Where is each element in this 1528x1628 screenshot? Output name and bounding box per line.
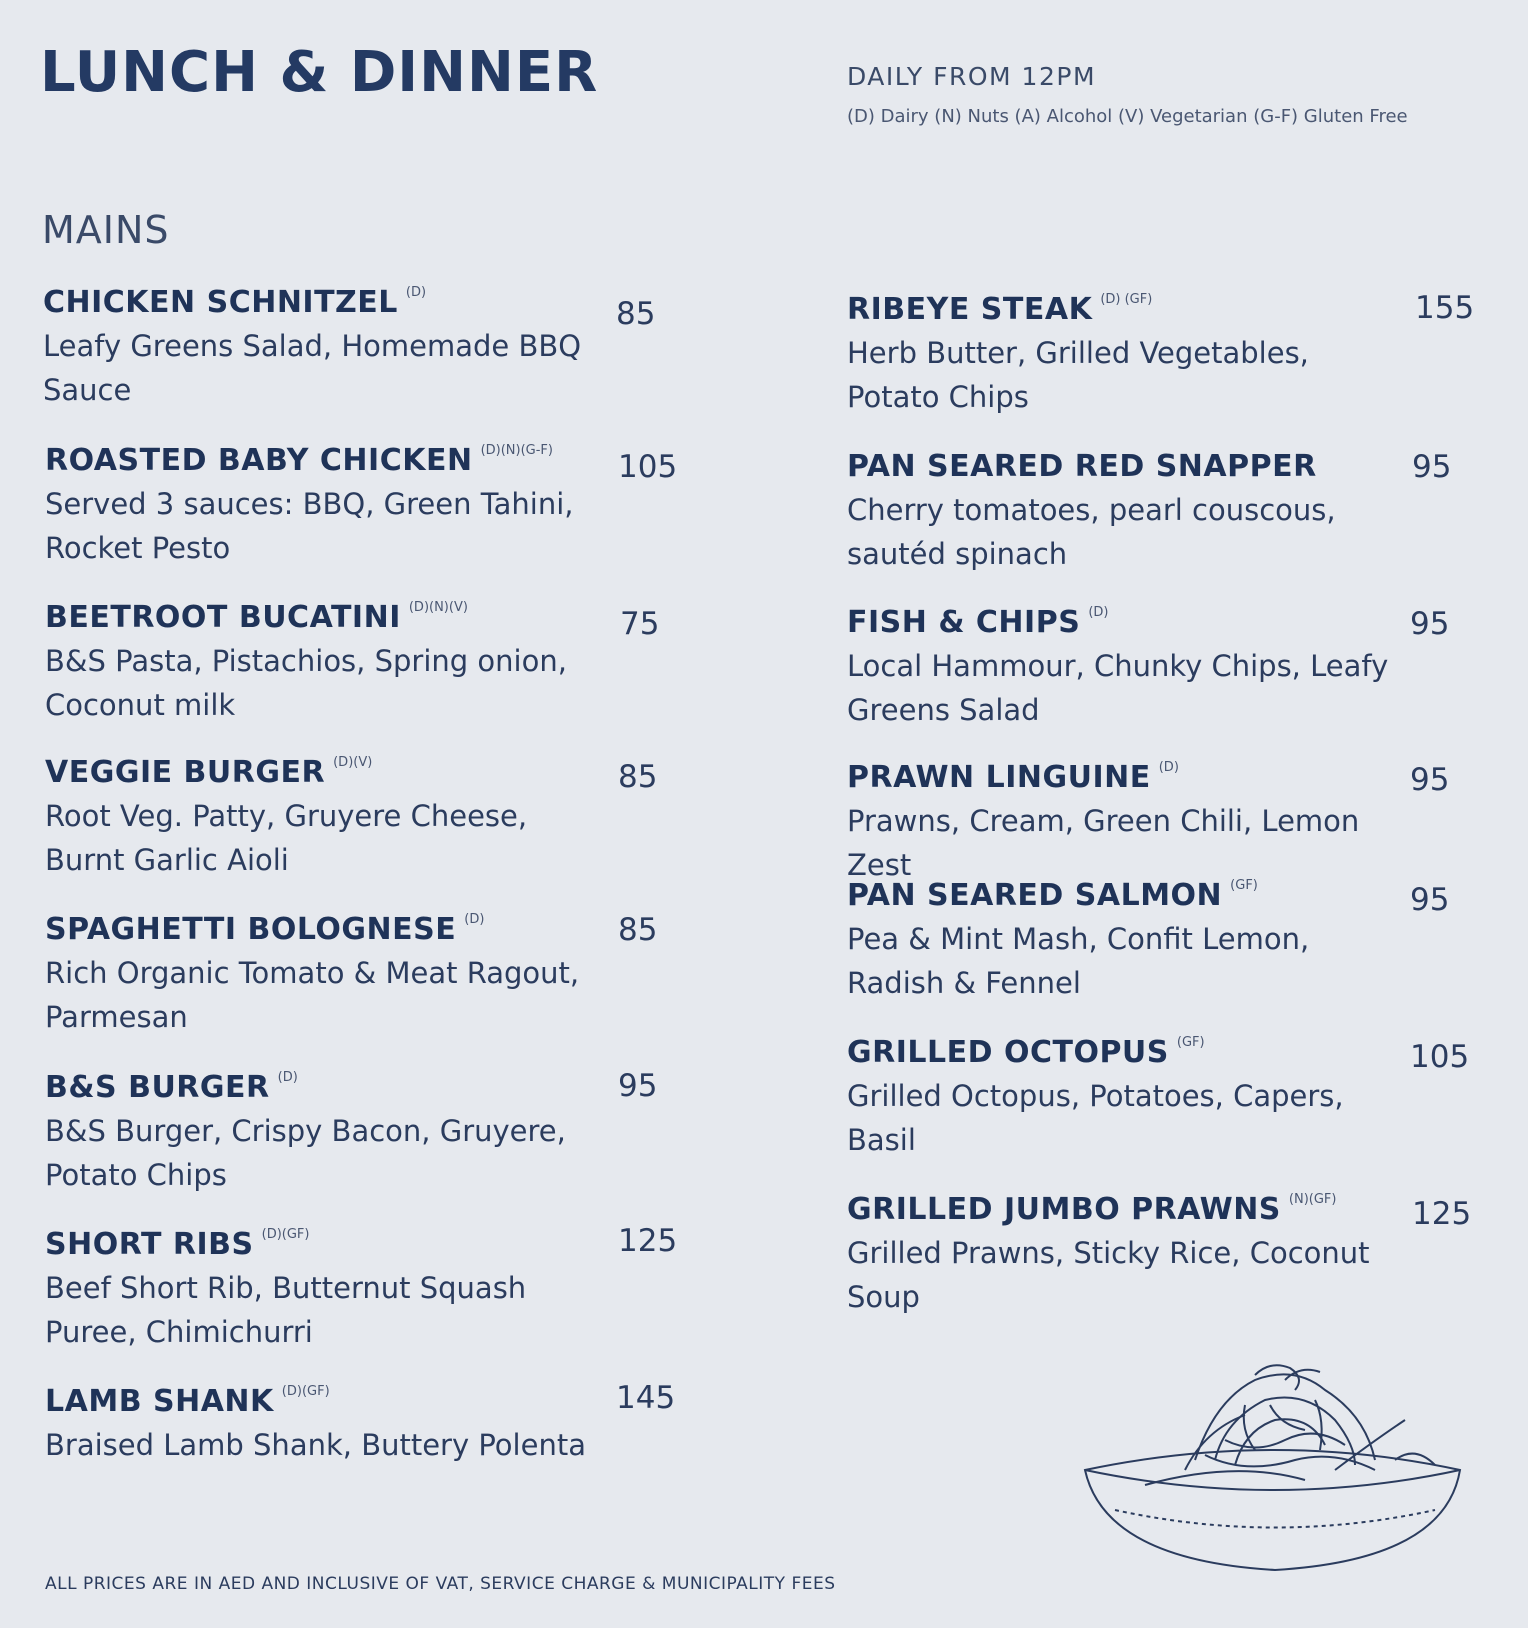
item-tags: (D) (GF): [1100, 292, 1153, 307]
menu-item: [847, 292, 1407, 419]
menu-item: [45, 600, 605, 727]
service-hours: DAILY FROM 12PM: [847, 62, 1097, 91]
menu-item: [847, 1035, 1407, 1162]
menu-item: [45, 912, 605, 1039]
item-price: 95: [618, 1068, 658, 1104]
item-description: B&S Burger, Crispy Bacon, Gruyere, Potato Chips: [45, 1114, 566, 1192]
item-name: GRILLED OCTOPUS: [847, 1035, 1169, 1070]
item-price: 85: [618, 759, 658, 795]
item-name: CHICKEN SCHNITZEL: [43, 285, 398, 320]
item-name: LAMB SHANK: [45, 1384, 274, 1419]
item-description: Served 3 sauces: BBQ, Green Tahini, Rocket Pesto: [45, 487, 574, 565]
item-price: 95: [1410, 606, 1450, 642]
item-price: 85: [618, 912, 658, 948]
section-title: MAINS: [42, 208, 170, 252]
menu-item: [45, 1227, 605, 1354]
item-name: B&S BURGER: [45, 1070, 270, 1105]
item-name: RIBEYE STEAK: [847, 292, 1093, 327]
item-description: Leafy Greens Salad, Homemade BBQ Sauce: [43, 329, 582, 407]
item-description: Rich Organic Tomato & Meat Ragout, Parmesan: [45, 956, 580, 1034]
menu-item: [847, 760, 1427, 887]
item-tags: (D)(N)(V): [408, 600, 468, 615]
item-description: Local Hammour, Chunky Chips, Leafy Greens Salad: [847, 649, 1389, 727]
item-description: Herb Butter, Grilled Vegetables, Potato Chips: [847, 336, 1309, 414]
item-tags: (D)(GF): [261, 1227, 310, 1242]
menu-item: [847, 878, 1407, 1005]
item-tags: (GF): [1230, 878, 1258, 893]
item-name: PAN SEARED RED SNAPPER: [847, 449, 1317, 484]
menu-item: [847, 605, 1407, 732]
item-tags: (D): [405, 285, 427, 300]
item-description: Cherry tomatoes, pearl couscous, sautéd spinach: [847, 493, 1336, 571]
pricing-note: ALL PRICES ARE IN AED AND INCLUSIVE OF VAT, SERVICE CHARGE & MUNICIPALITY FEES: [45, 1574, 836, 1594]
item-tags: (D): [1158, 760, 1179, 775]
item-price: 85: [616, 296, 656, 332]
menu-item: [45, 1070, 605, 1197]
item-price: 95: [1412, 449, 1452, 485]
item-name: PAN SEARED SALMON: [847, 878, 1223, 913]
item-description: B&S Pasta, Pistachios, Spring onion, Coconut milk: [45, 644, 567, 722]
item-description: Beef Short Rib, Butternut Squash Puree, Chimichurri: [45, 1271, 527, 1349]
menu-item: [847, 449, 1407, 576]
menu-item: [45, 755, 605, 882]
item-description: Braised Lamb Shank, Buttery Polenta: [45, 1428, 586, 1462]
item-description: Grilled Octopus, Potatoes, Capers, Basil: [847, 1079, 1344, 1157]
item-tags: (D)(GF): [281, 1384, 330, 1399]
pasta-bowl-icon: [1075, 1360, 1470, 1575]
item-price: 105: [618, 449, 678, 485]
item-name: VEGGIE BURGER: [45, 755, 326, 790]
item-price: 95: [1410, 882, 1450, 918]
item-tags: (D): [277, 1070, 298, 1085]
item-price: 105: [1410, 1039, 1470, 1075]
item-tags: (D): [1088, 605, 1109, 620]
item-tags: (GF): [1176, 1035, 1205, 1050]
item-description: Pea & Mint Mash, Confit Lemon, Radish & Fennel: [847, 922, 1310, 1000]
item-tags: (D)(V): [333, 755, 373, 770]
menu-item: [45, 1384, 665, 1467]
item-price: 75: [620, 606, 660, 642]
menu-title: LUNCH & DINNER: [40, 40, 599, 105]
item-tags: (N)(GF): [1288, 1192, 1337, 1207]
item-tags: (D): [464, 912, 485, 927]
item-name: FISH & CHIPS: [847, 605, 1081, 640]
item-price: 95: [1410, 762, 1450, 798]
item-name: ROASTED BABY CHICKEN: [45, 443, 473, 478]
dietary-legend: (D) Dairy (N) Nuts (A) Alcohol (V) Vegetarian (G-F) Gluten Free: [847, 106, 1408, 127]
item-price: 145: [616, 1380, 676, 1416]
menu-item: [43, 285, 603, 412]
item-price: 125: [618, 1223, 678, 1259]
item-name: SPAGHETTI BOLOGNESE: [45, 912, 457, 947]
menu-item: [847, 1192, 1407, 1319]
item-description: Prawns, Cream, Green Chili, Lemon Zest: [847, 804, 1360, 882]
item-price: 125: [1412, 1196, 1472, 1232]
item-name: GRILLED JUMBO PRAWNS: [847, 1192, 1281, 1227]
item-name: PRAWN LINGUINE: [847, 760, 1151, 795]
item-price: 155: [1415, 290, 1475, 326]
item-description: Root Veg. Patty, Gruyere Cheese, Burnt Garlic Aioli: [45, 799, 528, 877]
menu-item: [45, 443, 605, 570]
item-tags: (D)(N)(G-F): [480, 443, 553, 458]
item-description: Grilled Prawns, Sticky Rice, Coconut Soup: [847, 1236, 1370, 1314]
item-name: SHORT RIBS: [45, 1227, 254, 1262]
item-name: BEETROOT BUCATINI: [45, 600, 401, 635]
